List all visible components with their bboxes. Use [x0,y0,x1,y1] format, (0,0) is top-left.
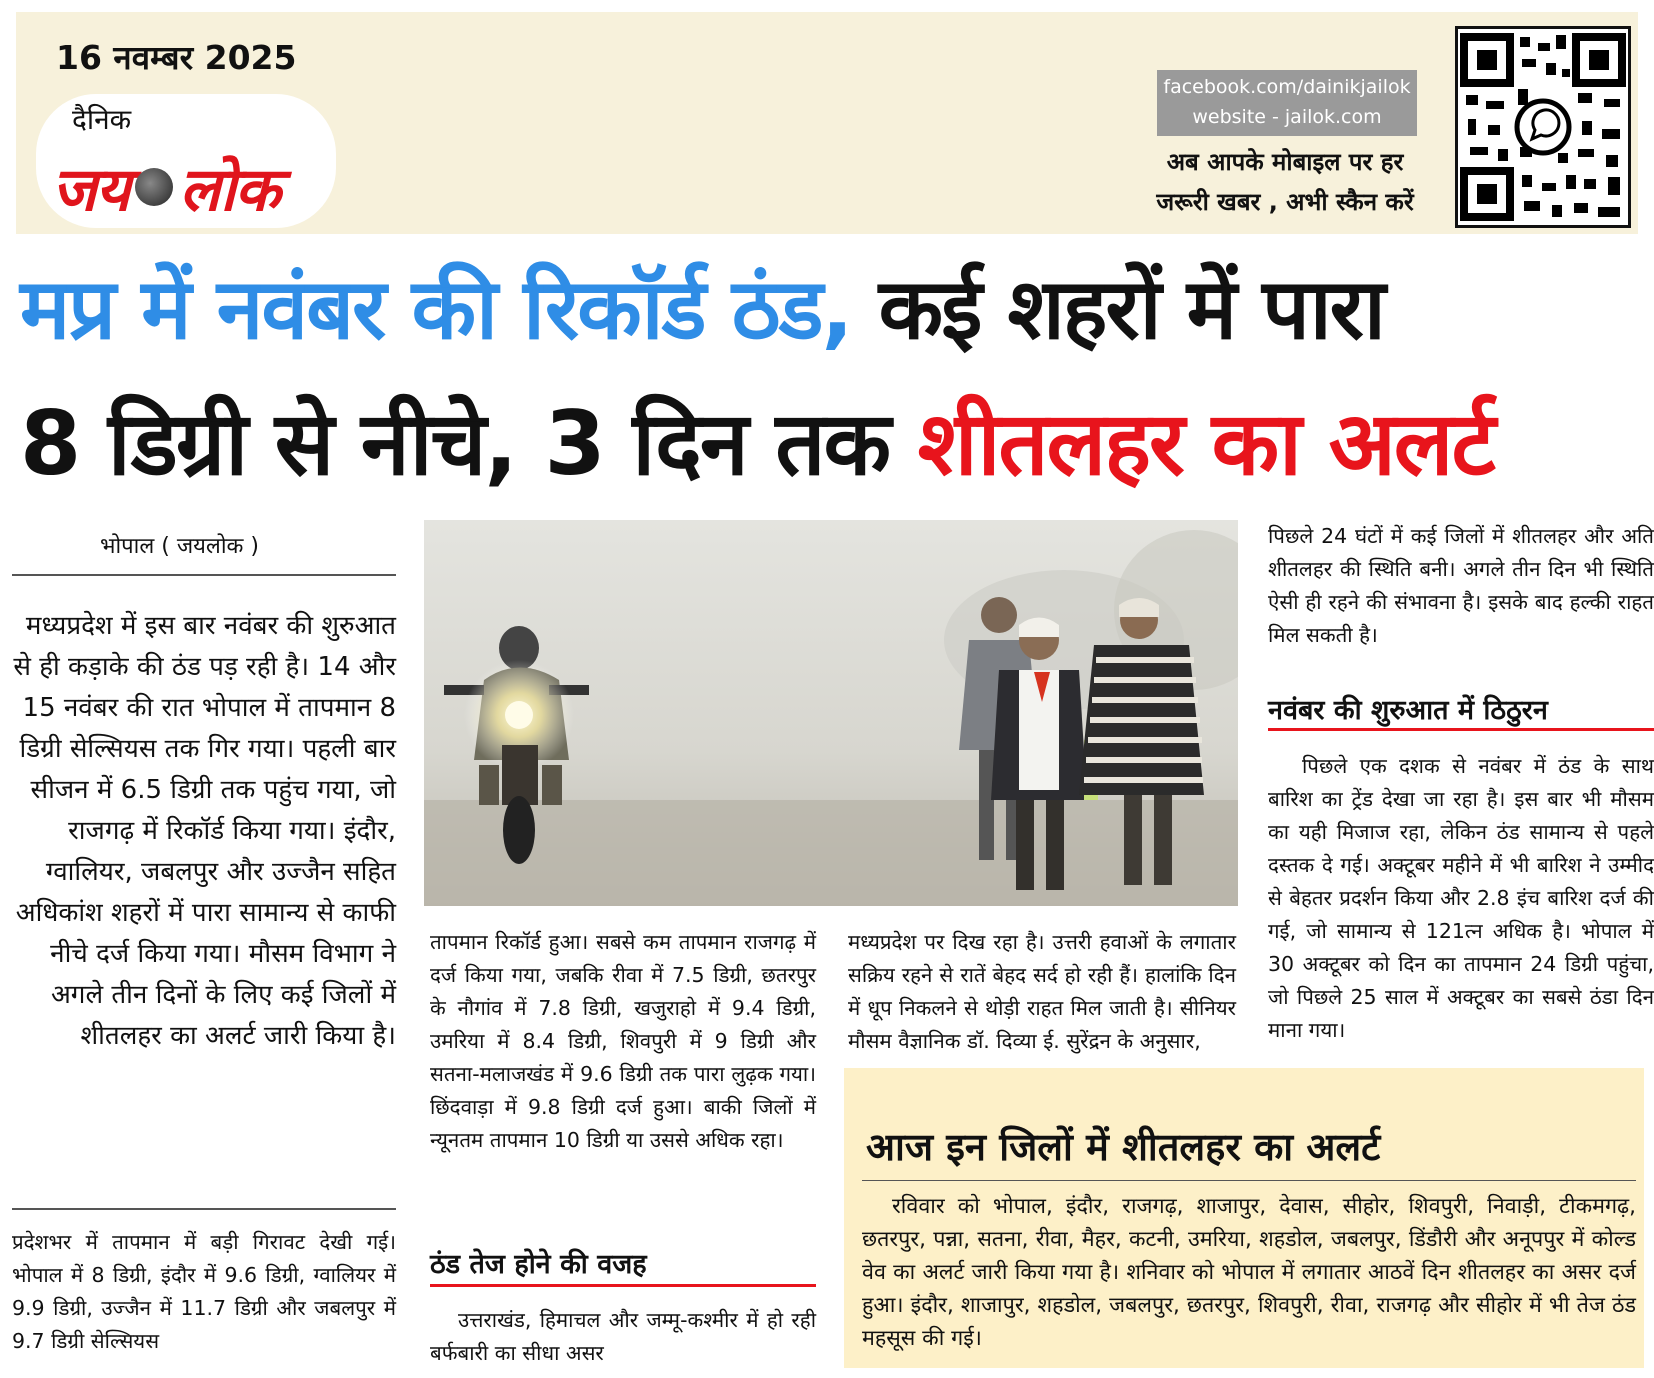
headline-line-1-blue: मप्र में नवंबर की रिकॉर्ड ठंड, [20,260,852,358]
lead-paragraph: मध्यप्रदेश में इस बार नवंबर की शुरुआत से ही कड़ाके की ठंड पड़ रही है। 14 और 15 नवंबर की रात भोपाल में तापमान 8 डिग्री सेल्सियस तक गिर गया। पहली बार सीजन में 6.5 डिग्री तक पहुंच गया, जो राजगढ़ में रिकॉर्ड किया गया। इंदौर, ग्वालियर, जबलपुर और उज्जैन सहित अधिकांश शहरों में पारा सामान्य से काफी नीचे दर्ज किया गया। मौसम विभाग ने अगले तीन दिनों के लिए कई जिलों में शीतलहर का अलर्ट जारी किया है। [13,611,396,1051]
newspaper-logo [52,146,280,228]
issue-date: 16 नवम्बर 2025 [56,38,297,77]
byline: भोपाल ( जयलोक ) [100,534,260,559]
alert-text: रविवार को भोपाल, इंदौर, राजगढ़, शाजापुर, देवास, सीहोर, शिवपुरी, निवाड़ी, टीकमगढ़, छतरपुर, पन्ना, सतना, रीवा, मैहर, कटनी, उमरिया, शहडोल, जबलपुर, डिंडौरी और अनूपपुर में कोल्ड वेव का अलर्ट जारी किया गया है। शनिवार को भोपाल में लगातार आठवें दिन शीतलहर का असर दर्ज हुआ। इंदौर, शाजापुर, शहडोल, जबलपुर, छतरपुर, शिवपुरी, रीवा, राजगढ़ और सीहोर में भी तेज ठंड महसूस की गई। [862,1194,1636,1351]
headline-line-2 [20,380,1494,500]
social-links-box [1157,70,1417,136]
headline-line-1-black: कई शहरों में पारा [851,260,1384,358]
headline-line-2-red: शीतलहर का अलर्ट [917,392,1494,495]
headline-line-1 [20,248,1384,363]
news-photo [424,520,1238,906]
headline-line-2-black: 8 डिग्री से नीचे, 3 दिन तक [20,392,918,495]
website-link[interactable]: website - jailok.com [1192,106,1382,128]
column-1-text: प्रदेशभर में तापमान में बड़ी गिरावट देखी गई। भोपाल में 8 डिग्री, इंदौर में 9.6 डिग्री, ग्वालियर में 9.9 डिग्री, उज्जैन में 11.7 डिग्री और जबलपुर में 9.7 डिग्री सेल्सियस [12,1230,396,1353]
column-4-text: पिछले एक दशक से नवंबर में ठंड के साथ बारिश का ट्रेंड देखा जा रहा है। इस बार भी मौसम का यही मिजाज रहा, लेकिन ठंड सामान्य से पहले दस्तक दे गई। अक्टूबर महीने में भी बारिश ने उम्मीद से बेहतर प्रदर्शन किया और 2.8 इंच बारिश दर्ज की गई, जो सामान्य से 121त्न अधिक है। भोपाल में 30 अक्टूबर को दिन का तापमान 24 डिग्री पहुंचा, जो पिछले 25 साल में अक्टूबर का सबसे ठंडा दिन माना गया। [1268,754,1654,1042]
logo-prefix: दैनिक [72,103,132,136]
logo-word-right: लोक [179,155,280,225]
subhead-cause: ठंड तेज होने की वजह [430,1249,647,1280]
facebook-link[interactable]: facebook.com/dainikjailok [1163,76,1411,98]
subhead-november-underline [1268,728,1654,731]
logo-word-left: जय [52,155,130,225]
lead-divider [12,1208,396,1210]
byline-divider [12,574,396,576]
column-2-text: तापमान रिकॉर्ड हुआ। सबसे कम तापमान राजगढ़ में दर्ज किया गया, जबकि रीवा में 7.5 डिग्री, छतरपुर के नौगांव में 7.8 डिग्री, खजुराहो में 9.4 डिग्री, उमरिया में 8.4 डिग्री, शिवपुरी में 9 डिग्री और सतना-मलाजखंड में 9.6 डिग्री तक पारा लुढ़क गया। छिंदवाड़ा में 9.8 डिग्री दर्ज हुआ। बाकी जिलों में न्यूनतम तापमान 10 डिग्री या उससे अधिक रहा। [430,930,816,1152]
subhead-november: नवंबर की शुरुआत में ठिठुरन [1268,695,1548,726]
alert-heading: आज इन जिलों में शीतलहर का अलर्ट [866,1125,1381,1169]
subhead-cause-underline [430,1284,816,1287]
qr-code-icon[interactable] [1455,26,1631,228]
scan-promo [1140,142,1430,222]
promo-line-2: जरूरी खबर , अभी स्कैन करें [1156,188,1414,216]
globe-icon [135,168,173,206]
column-3-text: मध्यप्रदेश पर दिख रहा है। उत्तरी हवाओं के लगातार सक्रिय रहने से रातें बेहद सर्द हो रही हैं। हालांकि दिन में धूप निकलने से थोड़ी राहत मिल जाती है। सीनियर मौसम वैज्ञानिक डॉ. दिव्या ई. सुरेंद्रन के अनुसार, [848,930,1236,1053]
column-2-bottom-text: उत्तराखंड, हिमाचल और जम्मू-कश्मीर में हो रही बर्फबारी का सीधा असर [430,1308,816,1365]
promo-line-1: अब आपके मोबाइल पर हर [1166,148,1404,176]
alert-divider [862,1180,1636,1181]
column-4-top-text: पिछले 24 घंटों में कई जिलों में शीतलहर और अति शीतलहर की स्थिति बनी। अगले तीन दिन भी स्थिति ऐसी ही रहने की संभावना है। इसके बाद हल्की राहत मिल सकती है। [1268,524,1654,647]
